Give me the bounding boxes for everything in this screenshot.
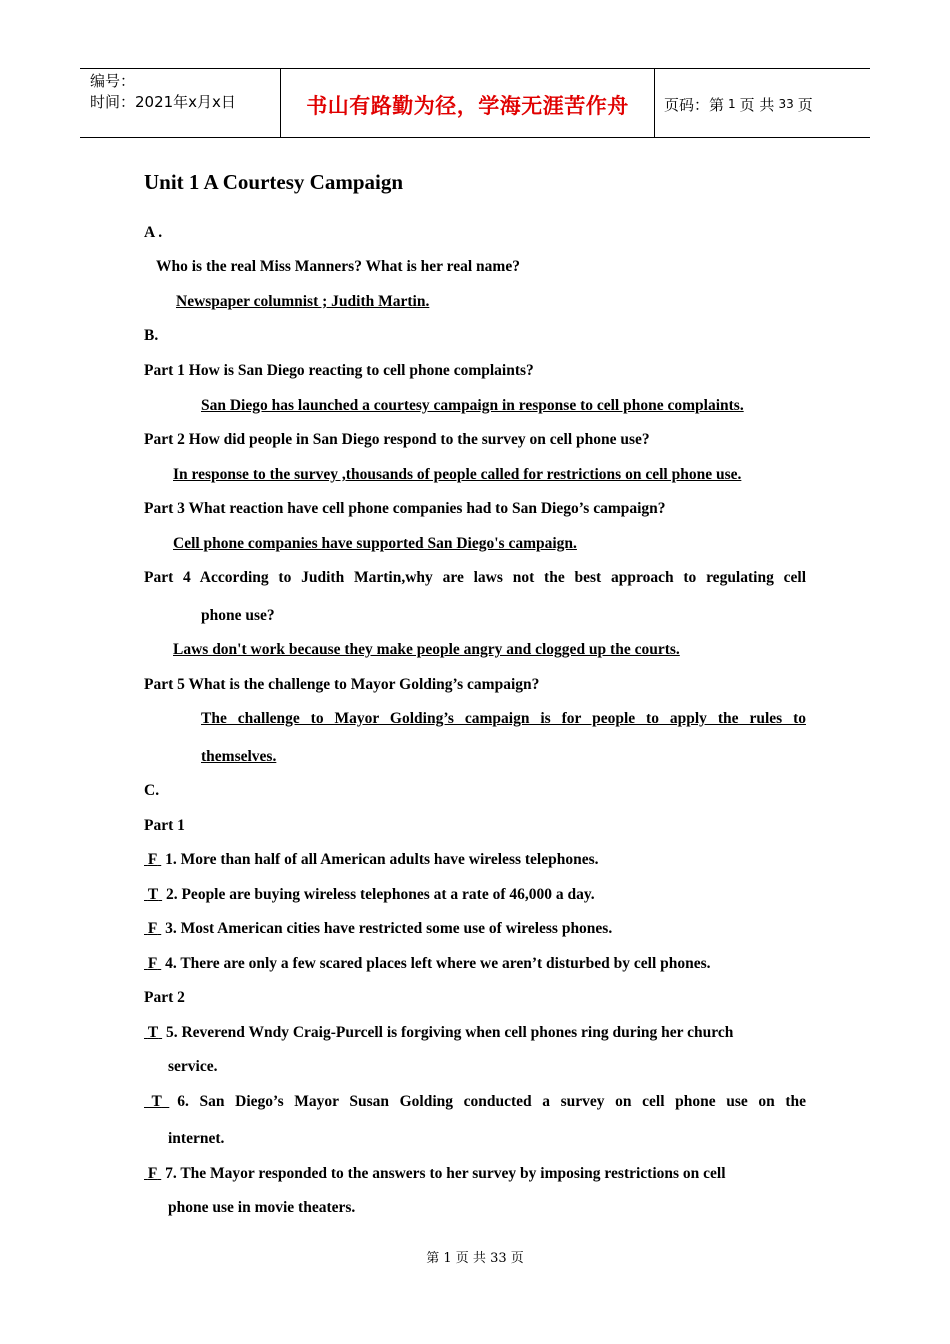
part2-label: Part 2 <box>144 989 185 1006</box>
part4-answer: Laws don't work because they make people angry and clogged up the courts. <box>173 641 680 658</box>
serial-label: 编号： <box>90 72 136 90</box>
tf-mark: T <box>147 1024 159 1041</box>
header-page-suffix: 页 <box>797 95 813 114</box>
tf-item-2 <box>144 886 595 904</box>
tf-item-7 <box>144 1165 726 1183</box>
tf-text: 5. Reverend Wndy Craig-Purcell is forgiving when cell phones ring during her church <box>165 1024 734 1041</box>
tf-item-5 <box>144 1024 733 1042</box>
section-a-question: Who is the real Miss Manners? What is her real name? <box>156 258 520 275</box>
part5-answer-line2: themselves. <box>201 748 277 765</box>
tf-item-7-cont: phone use in movie theaters. <box>168 1199 356 1216</box>
footer-suffix: 页 <box>510 1251 524 1266</box>
header-page-current: 1 <box>728 97 736 111</box>
tf-item-4 <box>144 955 711 973</box>
tf-text: 2. People are buying wireless telephones at a rate of 46,000 a day. <box>165 886 595 903</box>
part2-question: Part 2 How did people in San Diego respond to the survey on cell phone use? <box>144 431 650 448</box>
header-page-mid: 页 共 <box>739 95 775 114</box>
header-motto: 书山有路勤为径，学海无涯苦作舟 <box>281 69 655 137</box>
tf-mark: F <box>147 955 158 972</box>
part4-question-line1: Part 4 According to Judith Martin,why are laws not the best approach to regulating cell <box>144 569 806 586</box>
part3-answer: Cell phone companies have supported San Diego's campaign. <box>173 535 577 552</box>
part1-label: Part 1 <box>144 817 185 834</box>
part1-question: Part 1 How is San Diego reacting to cell phone complaints? <box>144 362 534 379</box>
part5-answer-line1: The challenge to Mayor Golding’s campaign is for people to apply the rules to <box>201 710 806 727</box>
part2-answer: In response to the survey ,thousands of people called for restrictions on cell phone use. <box>173 466 742 483</box>
tf-item-1 <box>144 851 599 869</box>
tf-item-6-cont: internet. <box>168 1130 225 1147</box>
section-a-answer: Newspaper columnist ; Judith Martin. <box>176 293 430 310</box>
tf-text: 7. The Mayor responded to the answers to her survey by imposing restrictions on cell <box>165 1165 726 1182</box>
tf-text: 4. There are only a few scared places left where we aren’t disturbed by cell phones. <box>165 955 711 972</box>
tf-text: 3. Most American cities have restricted some use of wireless phones. <box>165 920 613 937</box>
part5-question: Part 5 What is the challenge to Mayor Golding’s campaign? <box>144 676 540 693</box>
tf-item-5-cont: service. <box>168 1058 218 1075</box>
time-label: 时间：2021年x月x日 <box>90 93 236 111</box>
tf-mark: F <box>147 851 158 868</box>
part3-question: Part 3 What reaction have cell phone companies had to San Diego’s campaign? <box>144 500 666 517</box>
page-title: Unit 1 A Courtesy Campaign <box>144 170 404 194</box>
page-footer <box>0 1247 950 1266</box>
tf-text: 1. More than half of all American adults have wireless telephones. <box>165 851 599 868</box>
tf-item-3 <box>144 920 612 938</box>
section-a-label: A . <box>144 224 163 241</box>
tf-mark: T <box>147 886 159 903</box>
header-meta <box>80 69 281 137</box>
footer-mid: 页 共 <box>455 1251 486 1266</box>
tf-mark: T <box>151 1093 162 1110</box>
section-b-label: B. <box>144 327 159 344</box>
header-page-total: 33 <box>778 97 794 111</box>
footer-page-total: 33 <box>490 1251 507 1266</box>
header-page-info <box>655 69 870 137</box>
tf-mark: F <box>147 920 158 937</box>
header-page-prefix: 页码：第 <box>664 95 725 114</box>
tf-item-6 <box>144 1093 806 1111</box>
section-c-label: C. <box>144 782 160 799</box>
part4-question-line2: phone use? <box>201 607 275 624</box>
page-header <box>80 68 870 138</box>
footer-prefix: 第 <box>426 1251 440 1266</box>
part1-answer: San Diego has launched a courtesy campaign in response to cell phone complaints. <box>201 397 744 414</box>
footer-page-current: 1 <box>443 1251 452 1266</box>
tf-mark: F <box>147 1165 158 1182</box>
tf-text: 6. San Diego’s Mayor Susan Golding conducted a survey on cell phone use on the <box>177 1093 806 1110</box>
